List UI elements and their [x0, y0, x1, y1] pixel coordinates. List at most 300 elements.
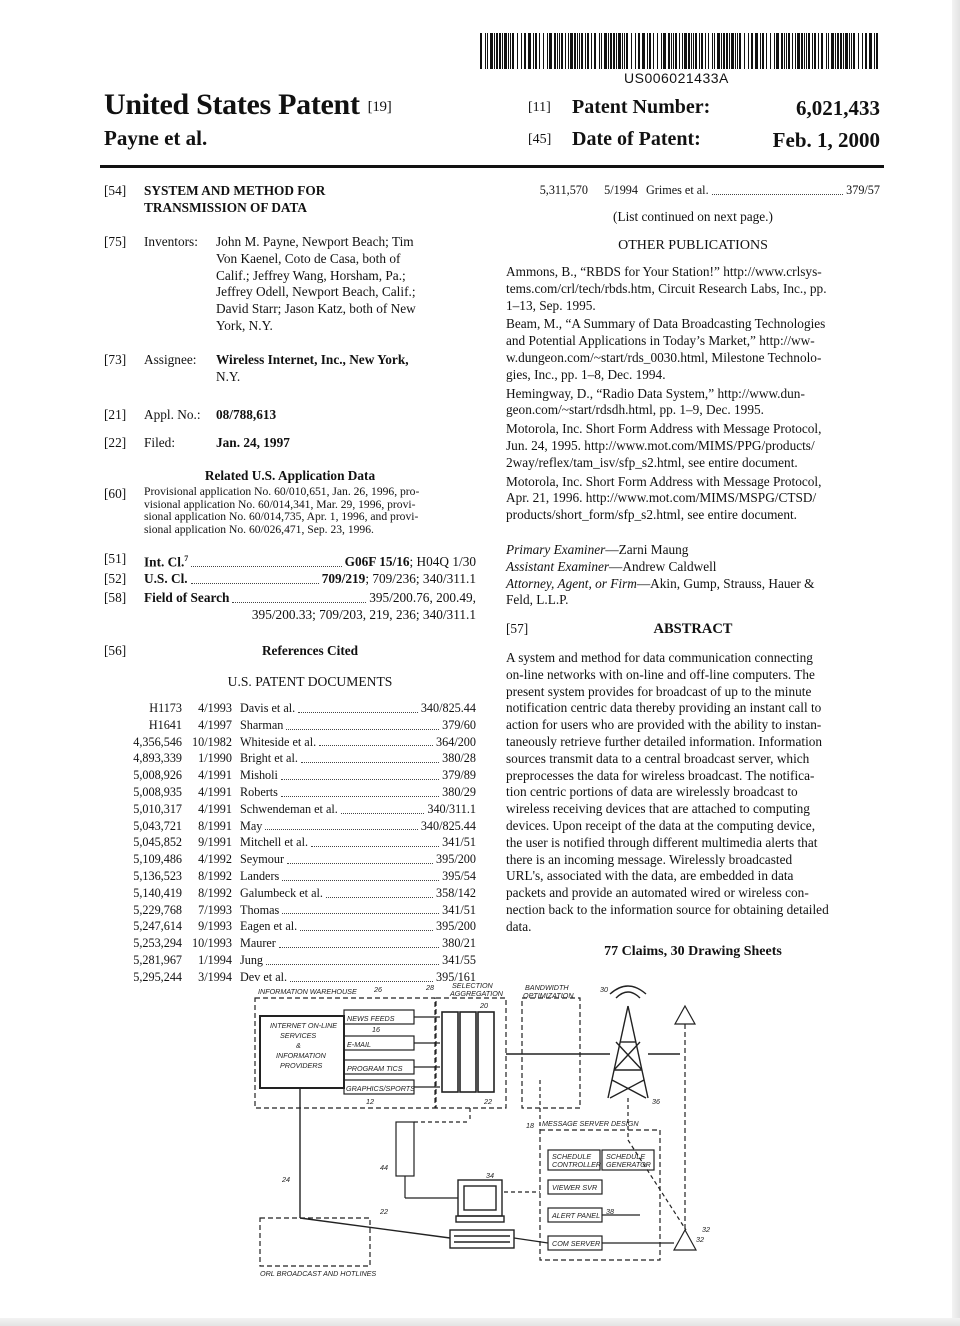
ref-26: 26	[374, 985, 382, 994]
ref-name-cell	[240, 784, 476, 801]
ref-number: 5,247,614	[133, 919, 182, 934]
barcode-bar	[786, 33, 787, 69]
reference-row	[124, 801, 476, 818]
ref-30: 30	[600, 985, 608, 994]
ref-name-cell	[240, 952, 476, 969]
barcode-bar	[828, 33, 829, 69]
barcode-bar	[673, 33, 674, 69]
title-code: [19]	[367, 98, 392, 115]
authors: Payne et al.	[104, 126, 208, 150]
ref-inventor: Whiteside et al.	[240, 734, 317, 749]
barcode-bar	[688, 33, 690, 69]
ref-inventor: Maurer	[240, 936, 276, 951]
attorney-line2: Feld, L.L.P.	[506, 592, 569, 608]
barcode-bar	[784, 33, 785, 69]
barcode-bar	[631, 33, 632, 69]
abstract-line: on-line networks with on-line and off-line computers. The	[506, 666, 815, 682]
ref-inventor: Misholi	[240, 768, 278, 783]
ref-class: 395/54	[442, 868, 476, 883]
inventor-line: David Starr; Jason Katz, both of New	[216, 301, 416, 317]
barcode-bar	[485, 33, 486, 69]
barcode-bar	[792, 33, 793, 69]
publication-entry	[506, 386, 880, 420]
abstract-line: action for users who are provided with the ability to instan-	[506, 717, 822, 733]
abstract-line: URL's, associated with the data, are embedded in data	[506, 868, 794, 884]
barcode-bar	[599, 33, 600, 69]
ref-class: 380/28	[442, 751, 476, 766]
ref-class: 341/55	[442, 952, 476, 967]
selection-label-0: SELECTION	[452, 981, 493, 990]
selection-label-1: AGGREGATION	[450, 989, 503, 998]
ref-name-cell	[240, 868, 476, 885]
ref-number: 5,109,486	[133, 852, 182, 867]
barcode-bar	[804, 33, 805, 69]
abstract-line: notification centric data thereby providing an instant call to	[506, 700, 822, 716]
ref-number: 5,008,926	[133, 768, 182, 783]
barcode-bar	[717, 33, 720, 69]
publication-line: Hemingway, D., “Radio Data System,” http://www.dun-	[506, 385, 805, 401]
ref-date: 5/1994	[604, 183, 638, 197]
barcode-bar	[739, 33, 741, 69]
barcode-bar	[653, 33, 654, 69]
ref-name-cell	[240, 717, 476, 734]
barcode-bar	[647, 33, 648, 69]
reference-row	[124, 918, 476, 935]
barcode-bar	[843, 33, 844, 69]
barcode-bar	[554, 33, 556, 69]
ref-number: 5,045,852	[133, 835, 182, 850]
page-edge-right	[952, 0, 960, 1326]
provisional-field	[104, 486, 476, 536]
front-page-drawing	[240, 980, 740, 1280]
barcode-bar	[682, 33, 683, 69]
ref-name-cell	[240, 700, 476, 717]
ref-22: 22	[484, 1097, 492, 1106]
intcl-field	[104, 551, 476, 571]
ref-inventor: Davis et al.	[240, 701, 296, 715]
bandwidth-label-1: OPTIMIZATION	[523, 991, 574, 1000]
ref-inventor: Thomas	[240, 902, 280, 917]
search-value1: 395/200.76, 200.49,	[369, 590, 476, 605]
ref-date: 1/1990	[198, 751, 232, 766]
barcode-bar	[831, 33, 834, 69]
patent-number-code: [11]	[528, 100, 551, 115]
ref-name-cell	[240, 851, 476, 868]
barcode-bar	[657, 33, 658, 69]
title-field-code: [54]	[104, 183, 127, 198]
barcode-bar	[760, 33, 761, 69]
ref-date: 7/1993	[198, 902, 232, 917]
ref-36: 36	[652, 1097, 660, 1106]
intcl-label: Int. Cl.	[144, 554, 185, 570]
barcode-bar	[626, 33, 628, 69]
list-continued: (List continued on next page.)	[613, 209, 773, 224]
barcode-bar	[591, 33, 592, 69]
search-field	[104, 590, 476, 624]
ref-name-cell	[240, 801, 476, 818]
publication-entry	[506, 316, 880, 383]
abstract-heading: ABSTRACT	[653, 621, 733, 637]
bandwidth-label-0: BANDWIDTH	[525, 983, 569, 992]
reference-row	[530, 182, 880, 199]
appl-no-field	[104, 407, 476, 424]
inventor-line: Von Kaenel, Coto de Casa, both of	[216, 250, 401, 266]
reference-row	[124, 952, 476, 969]
document-title: United States Patent [19]	[104, 88, 392, 121]
barcode-bar	[858, 33, 859, 69]
uscl-field	[104, 571, 476, 588]
barcode-bar	[853, 33, 855, 69]
primary-examiner: —Zarni Maung	[605, 542, 689, 557]
barcode-bar	[581, 33, 583, 69]
provisional-text	[144, 486, 476, 536]
barcode-bar	[613, 33, 615, 69]
intcl-sup: 7	[184, 554, 189, 563]
ref-inventor: May	[240, 818, 263, 833]
barcode-bar	[499, 33, 501, 69]
patent-number-label: Patent Number:	[572, 96, 711, 118]
ref-20: 20	[480, 1001, 488, 1010]
ref-name-cell	[240, 935, 476, 952]
barcode-bar	[487, 33, 488, 69]
barcode-bar	[737, 33, 738, 69]
abstract-line: wireless receiving devices that are attached to computing	[506, 801, 810, 817]
broadcast-tower-icon	[608, 986, 648, 1098]
ref-name-cell	[240, 767, 476, 784]
barcode-bar	[574, 33, 576, 69]
publication-entry	[506, 474, 880, 524]
barcode-bar	[755, 33, 758, 69]
filed-field	[104, 435, 476, 452]
publication-entry	[506, 264, 880, 314]
ref-date: 4/1997	[198, 717, 232, 732]
abstract-line: devices. Upon receipt of the data at the computing device,	[506, 817, 816, 833]
ref-date: 8/1992	[198, 868, 232, 883]
internet-label-2: &	[296, 1041, 301, 1050]
filed-label: Filed:	[144, 435, 176, 450]
barcode	[480, 33, 880, 69]
examiners	[506, 542, 880, 609]
barcode-bar	[679, 33, 680, 69]
barcode-bar	[788, 33, 790, 69]
uscl-value: 709/219	[321, 571, 366, 586]
ref-number: 5,295,244	[133, 969, 182, 984]
ref-date: 8/1992	[198, 885, 232, 900]
server-gen-0: SCHEDULE	[606, 1152, 646, 1161]
publication-line: Apr. 21, 1996. http://www.mot.com/MIMS/MSPG/CTSD/	[506, 490, 817, 506]
ref-date: 4/1992	[198, 852, 232, 867]
ref-22b: 22	[380, 1207, 388, 1216]
barcode-bar	[735, 33, 736, 69]
barcode-bar	[517, 33, 518, 69]
patent-date: Feb. 1, 2000	[772, 128, 880, 152]
barcode-bar	[579, 33, 580, 69]
ref-name-cell	[240, 902, 476, 919]
patent-number-row	[528, 96, 880, 121]
search-code: [58]	[104, 590, 127, 605]
ref-18: 18	[526, 1121, 534, 1130]
ref-class: 379/60	[442, 717, 476, 732]
ref-class: 364/200	[436, 734, 476, 749]
inventors-field	[104, 234, 476, 335]
reference-row	[124, 767, 476, 784]
ref-class: 341/51	[442, 835, 476, 850]
abstract-line: the user is notified through different multimedia alerts that	[506, 834, 818, 850]
ref-class: 340/825.44	[420, 818, 476, 833]
ref-38: 38	[606, 1207, 614, 1216]
publication-line: Ammons, B., “RBDS for Your Station!” http://www.crlsys-	[506, 264, 822, 279]
server-gen-1: GENERATOR	[606, 1160, 651, 1169]
appl-label: Appl. No.:	[144, 407, 201, 422]
barcode-bar	[535, 33, 537, 69]
barcode-bar	[504, 33, 507, 69]
ref-class: 340/311.1	[427, 801, 476, 816]
abstract-line: nection back to the information source for obtaining detailed	[506, 901, 829, 917]
server-ctrl-0: SCHEDULE	[552, 1152, 592, 1161]
barcode-bar	[510, 33, 511, 69]
ref-class: 380/21	[442, 936, 476, 951]
ref-number: 5,253,294	[133, 936, 182, 951]
barcode-bar	[818, 33, 819, 69]
abstract-line: data.	[506, 918, 532, 934]
provisional-code: [60]	[104, 486, 127, 501]
ref-name-cell	[240, 734, 476, 751]
barcode-bar	[524, 33, 526, 69]
publication-line: geon.com/~start/rdsdh.html, pp. 1–9, Dec. 1995.	[506, 402, 764, 418]
publication-line: Motorola, Inc. Short Form Address with Message Protocol,	[506, 421, 822, 437]
barcode-bar	[561, 33, 563, 69]
barcode-bar	[731, 33, 734, 69]
ref-number: 5,281,967	[133, 952, 182, 967]
barcode-bar	[840, 33, 842, 69]
reference-row	[124, 935, 476, 952]
barcode-bar	[762, 33, 764, 69]
server-item-0: VIEWER SVR	[552, 1183, 598, 1192]
barcode-bar	[608, 33, 609, 69]
reference-row	[124, 750, 476, 767]
publication-line: w.dungeon.com/~start/rds_0030.html, Milestone Technolo-	[506, 349, 822, 365]
abstract-line: tion centric portions of data are wirelessly broadcast to	[506, 784, 798, 800]
provisional-line: sional application No. 60/026,471, Sep. 23, 1996.	[144, 522, 374, 536]
barcode-bar	[496, 33, 498, 69]
barcode-bar	[594, 33, 596, 69]
barcode-bar	[862, 33, 863, 69]
barcode-bar	[604, 33, 607, 69]
barcode-bar	[851, 33, 852, 69]
ref-inventor: Roberts	[240, 784, 278, 799]
barcode-bar	[661, 33, 662, 69]
publication-line: Motorola, Inc. Short Form Address with Message Protocol,	[506, 473, 822, 489]
ref-12: 12	[366, 1097, 374, 1106]
internet-label-4: PROVIDERS	[280, 1061, 323, 1070]
barcode-bar	[849, 33, 850, 69]
barcode-bar	[806, 33, 807, 69]
ref-date: 1/1994	[198, 952, 232, 967]
bottom-box-label: ORL BROADCAST AND HOTLINES	[260, 1269, 377, 1278]
intcl-value: G06F 15/16	[344, 554, 410, 570]
header-rule	[100, 165, 884, 168]
barcode-bar	[835, 33, 836, 69]
search-value2: 395/200.33; 709/203, 219, 236; 340/311.1	[251, 606, 476, 622]
ref-date: 4/1993	[198, 701, 232, 715]
server-item-1: ALERT PANEL	[552, 1211, 601, 1220]
publication-line: 1–13, Sep. 1995.	[506, 297, 596, 313]
assignee-field	[104, 352, 476, 386]
ref-date: 4/1991	[198, 768, 232, 783]
ref-number: 5,311,570	[539, 183, 588, 197]
barcode-bar	[712, 33, 713, 69]
refs-heading: References Cited	[261, 643, 359, 658]
assignee-line2: N.Y.	[216, 368, 241, 384]
barcode-bar	[714, 33, 715, 69]
ref-number: 4,893,339	[133, 751, 182, 766]
intcl-value2: ; H04Q 1/30	[409, 554, 476, 570]
patent-date-row	[528, 128, 880, 153]
publication-line: gies, Inc., pp. 1–8, Dec. 1994.	[506, 366, 666, 382]
ref-inventor: Eagen et al.	[240, 919, 298, 934]
barcode-bar	[587, 33, 589, 69]
ref-number: H1173	[149, 701, 182, 715]
publication-line: tems.com/crl/tech/rbds.htm, Circuit Research Labs, Inc., pp.	[506, 280, 827, 296]
barcode-bar	[751, 33, 753, 69]
inventor-line: John M. Payne, Newport Beach; Tim	[216, 234, 414, 249]
continued-ref-table	[530, 182, 880, 199]
abstract-line: packets and provide an automated wired or wireless con-	[506, 885, 809, 901]
refs-code: [56]	[104, 643, 127, 658]
feed-label-1: E-MAIL	[347, 1040, 371, 1049]
uscl-value2: ; 709/236; 340/311.1	[365, 571, 476, 586]
feed-label-0: NEWS FEEDS	[347, 1014, 395, 1023]
inventors-code: [75]	[104, 234, 127, 249]
assistant-examiner: —Andrew Caldwell	[609, 558, 717, 574]
ref-inventor: Seymour	[240, 852, 285, 867]
publication-line: products/short_form/sfp_s2.html, see entire document.	[506, 507, 797, 523]
barcode-bar	[618, 33, 621, 69]
ref-number: H1641	[148, 717, 182, 732]
bandwidth-optimization-box	[522, 998, 580, 1108]
barcode-bar	[557, 33, 558, 69]
refs-subheading: U.S. PATENT DOCUMENTS	[227, 674, 393, 689]
computer-icon	[450, 1180, 514, 1248]
invention-title-line1: SYSTEM AND METHOD FOR	[144, 183, 326, 198]
publication-line: Beam, M., “A Summary of Data Broadcasting Technologies	[506, 316, 826, 332]
inventors-list	[216, 234, 476, 335]
patent-date-code: [45]	[528, 132, 552, 147]
ref-number: 4,356,546	[133, 734, 182, 749]
reference-row	[124, 834, 476, 851]
barcode-bar	[845, 33, 848, 69]
barcode-bar	[693, 33, 694, 69]
barcode-bar	[695, 33, 697, 69]
barcode-bar	[528, 33, 531, 69]
barcode-bar	[668, 33, 670, 69]
receiver-antenna-icon	[674, 1230, 696, 1250]
server-ctrl-1: CONTROLLER	[552, 1160, 602, 1169]
ref-34: 34	[486, 1171, 494, 1180]
barcode-bar	[869, 33, 872, 69]
barcode-bar	[814, 33, 816, 69]
abstract-code: [57]	[506, 621, 529, 636]
ref-number: 5,229,768	[133, 902, 182, 917]
ref-class: 341/51	[442, 902, 476, 917]
publications	[506, 264, 880, 526]
barcode-bar	[744, 33, 745, 69]
ref-inventor: Landers	[240, 868, 280, 883]
barcode-bar	[610, 33, 612, 69]
ref-number: 5,140,419	[133, 885, 182, 900]
modem-box	[396, 1122, 414, 1176]
ref-class: 380/29	[442, 784, 476, 799]
ref-name-cell	[646, 182, 880, 199]
barcode-bar	[559, 33, 560, 69]
barcode-bar	[723, 33, 725, 69]
internet-label-0: INTERNET ON-LINE	[270, 1021, 338, 1030]
barcode-bar	[649, 33, 651, 69]
inventor-line: Calif.; Jeffrey Wang, Horsham, Pa.;	[216, 267, 406, 283]
references-table	[124, 700, 476, 986]
attorney-label: Attorney, Agent, or Firm	[506, 575, 637, 591]
appl-no: 08/788,613	[216, 407, 277, 422]
abstract-text	[506, 650, 880, 936]
barcode-bar	[801, 33, 803, 69]
ref-number: 5,136,523	[133, 868, 182, 883]
server-item-2: COM SERVER	[552, 1239, 601, 1248]
barcode-bar	[616, 33, 617, 69]
ref-name-cell	[240, 918, 476, 935]
attorney-line1: —Akin, Gump, Strauss, Hauer &	[636, 575, 815, 591]
reference-row	[124, 885, 476, 902]
barcode-bar	[577, 33, 578, 69]
barcode-bar	[638, 33, 640, 69]
feed-16: 16	[372, 1025, 380, 1034]
filed-date: Jan. 24, 1997	[216, 435, 290, 450]
barcode-bar	[547, 33, 548, 69]
ref-number: 5,010,317	[133, 801, 182, 816]
primary-examiner-label: Primary Examiner	[506, 542, 606, 557]
reference-row	[124, 784, 476, 801]
barcode-number: US006021433A	[624, 70, 729, 86]
refs-field	[104, 643, 476, 660]
ref-44: 44	[380, 1163, 388, 1172]
claims-summary: 77 Claims, 30 Drawing Sheets	[604, 944, 782, 959]
ref-date: 8/1991	[198, 818, 232, 833]
ref-inventor: Jung	[240, 952, 264, 967]
provisional-line: Provisional application No. 60/010,651, Jan. 26, 1996, pro-	[144, 485, 420, 498]
barcode-bar	[494, 33, 495, 69]
patent-date-label: Date of Patent:	[572, 128, 701, 150]
ref-date: 4/1991	[198, 784, 232, 799]
ref-date: 10/1993	[192, 936, 232, 951]
barcode-bar	[512, 33, 514, 69]
barcode-bar	[721, 33, 722, 69]
inventors-label: Inventors:	[144, 234, 198, 249]
barcode-bar	[502, 33, 503, 69]
ref-inventor: Galumbeck et al.	[240, 885, 323, 900]
ref-inventor: Grimes et al.	[646, 183, 709, 197]
ref-name-cell	[240, 834, 476, 851]
barcode-bar	[570, 33, 573, 69]
ref-name-cell	[240, 750, 476, 767]
barcode-bar	[821, 33, 823, 69]
ref-class: 358/142	[436, 885, 476, 900]
barcode-bar	[729, 33, 730, 69]
inventor-line: Jeffrey Odell, Newport Beach, Calif.;	[216, 284, 416, 300]
barcode-bar	[521, 33, 522, 69]
barcode-bar	[675, 33, 677, 69]
inventor-line: York, N.Y.	[216, 317, 273, 333]
ref-date: 10/1982	[192, 734, 232, 749]
reference-row	[124, 868, 476, 885]
